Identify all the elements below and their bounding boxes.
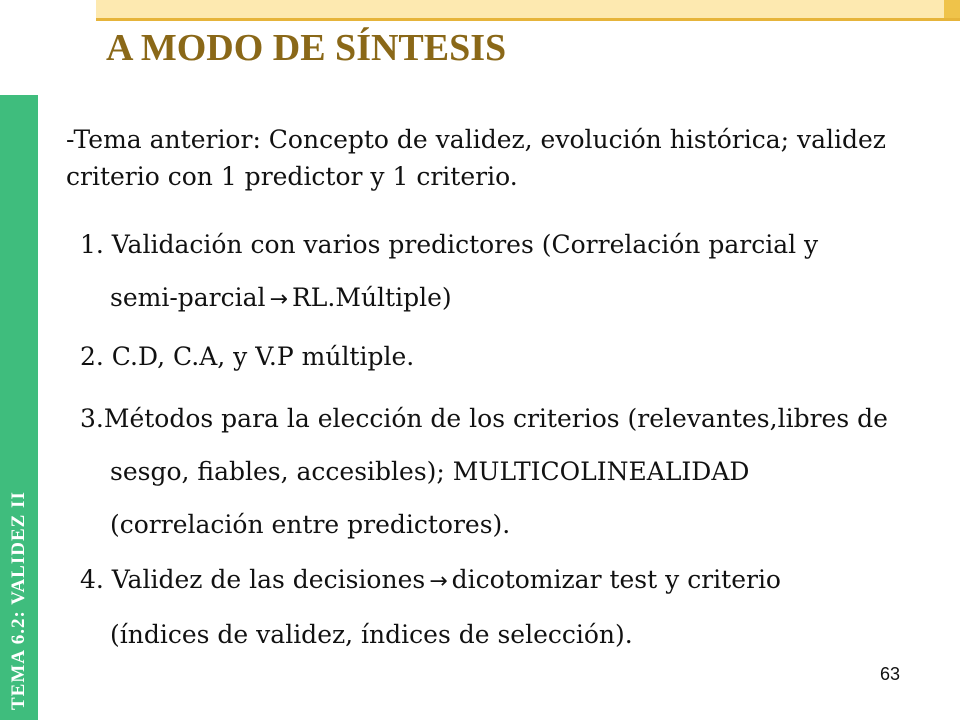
arrow-right-icon: → xyxy=(269,287,288,312)
list-item-3 xyxy=(80,392,960,551)
list-item-1-line-1: 1. Validación con varios predictores (Correlación parcial y xyxy=(80,230,819,259)
list-item-1-text-a: semi-parcial xyxy=(110,283,266,312)
list-item-1 xyxy=(80,218,960,326)
page-number: 63 xyxy=(880,664,901,684)
list-item-1-text-b: RL.Múltiple) xyxy=(291,283,452,312)
list-item-3-line-2: sesgo, fiables, accesibles); MULTICOLINEALIDAD xyxy=(110,457,750,486)
top-decor-corner xyxy=(944,0,960,18)
list-item-1-line-2 xyxy=(80,271,960,326)
top-decor-bar xyxy=(96,0,960,18)
list-item-2-line-1: 2. C.D, C.A, y V.P múltiple. xyxy=(80,342,415,371)
intro-text: -Tema anterior: Concepto de validez, evolución histórica; validez criterio con 1 predictor y 1 criterio. xyxy=(66,125,886,191)
arrow-right-icon: → xyxy=(429,569,448,594)
list-item-4-text-a: 4. Validez de las decisiones xyxy=(80,565,426,594)
top-decor-line xyxy=(96,18,960,21)
list-item-4-line-1 xyxy=(80,553,960,608)
list-item-4 xyxy=(80,553,960,661)
list-item-3-line-1: 3.Métodos para la elección de los criterios (relevantes,libres de xyxy=(80,404,888,433)
list-item-3-line-3: (correlación entre predictores). xyxy=(110,510,511,539)
list-item-4-line-2: (índices de validez, índices de selección). xyxy=(110,620,633,649)
side-label: TEMA 6.2: VALIDEZ II xyxy=(8,491,29,710)
slide-title: A MODO DE SÍNTESIS xyxy=(106,27,507,69)
list-item-2 xyxy=(80,330,960,383)
list-item-4-text-b: dicotomizar test y criterio xyxy=(451,565,781,594)
